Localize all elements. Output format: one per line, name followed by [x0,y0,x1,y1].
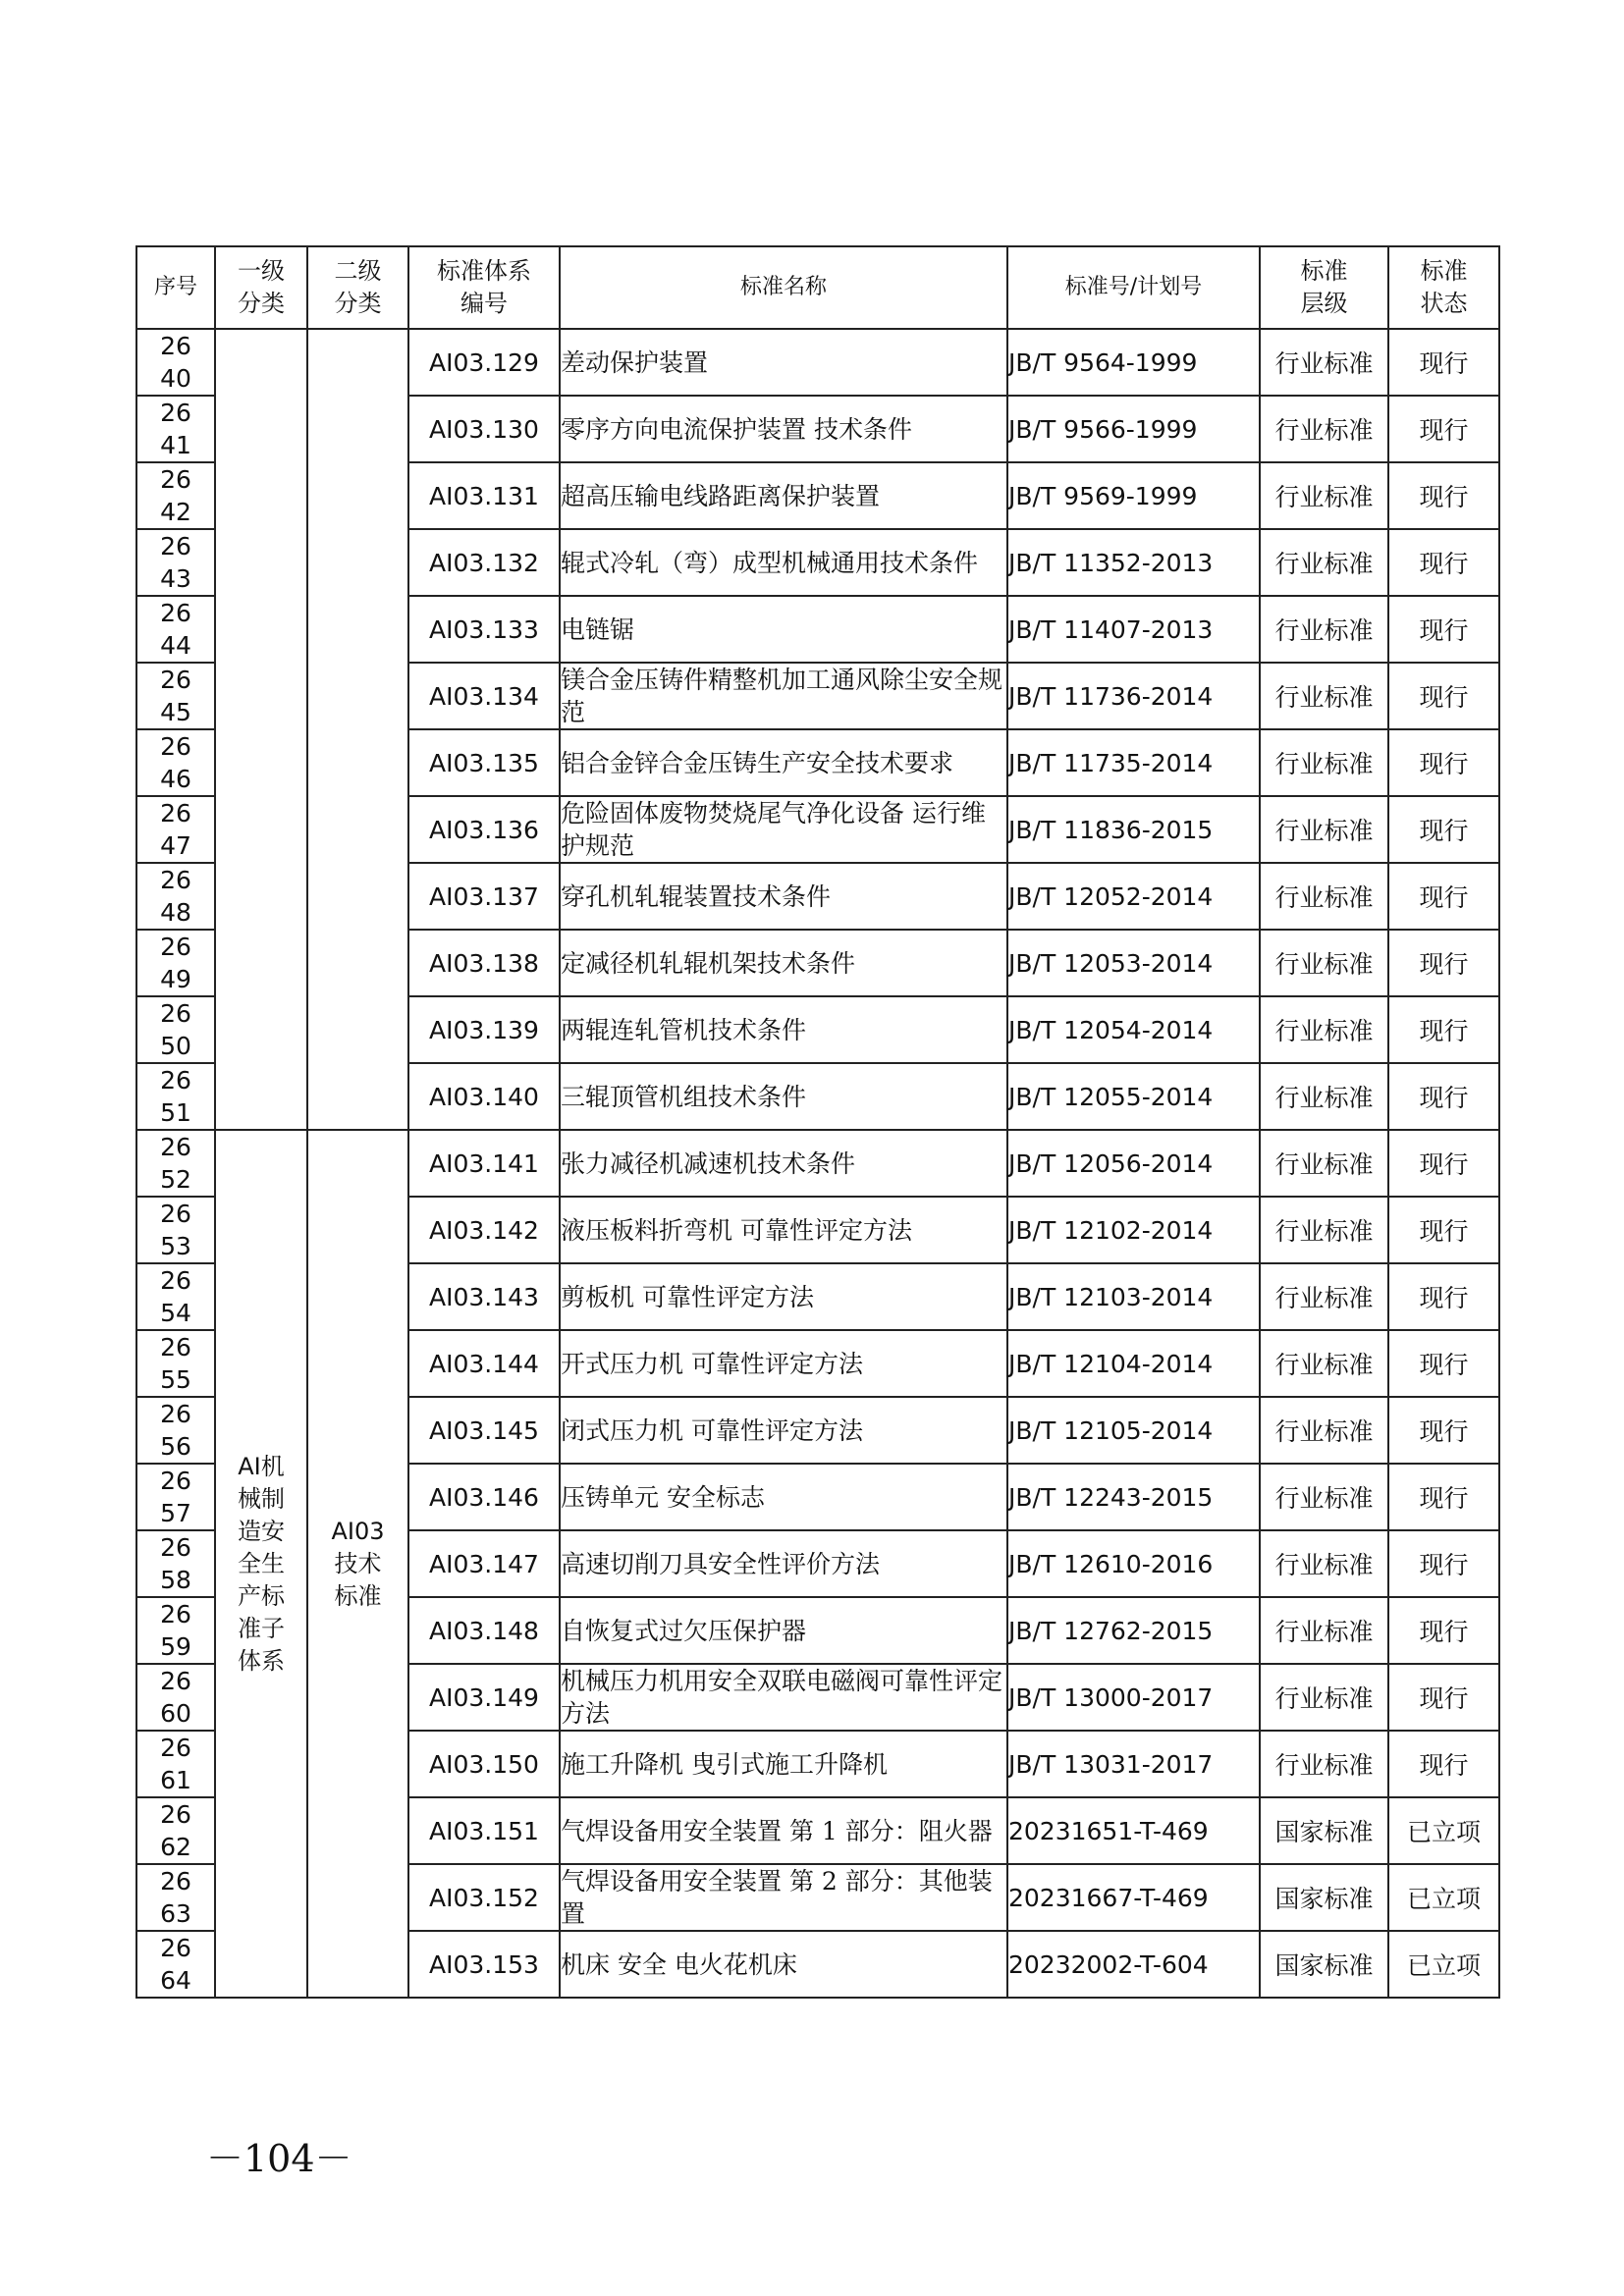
row-seq-text: 2650 [160,999,191,1060]
row-name: 两辊连轧管机技术条件 [560,996,1007,1063]
header-tier-text: 标准层级 [1300,257,1348,317]
row-tier: 行业标准 [1260,1530,1388,1597]
row-tier: 行业标准 [1260,1130,1388,1197]
row-seq [136,930,215,996]
row-tier: 行业标准 [1260,1263,1388,1330]
table-row [136,329,1499,396]
header-status-text: 标准状态 [1420,257,1468,317]
row-seq-text: 2645 [160,666,191,726]
row-name: 张力减径机减速机技术条件 [560,1130,1007,1197]
row-name: 气焊设备用安全装置 第 1 部分：阻火器 [560,1797,1007,1864]
row-number: JB/T 11352-2013 [1007,529,1260,596]
header-level1 [215,246,307,329]
row-seq-text: 2662 [160,1800,191,1861]
row-number: JB/T 12762-2015 [1007,1597,1260,1664]
row-code: AI03.149 [408,1664,560,1731]
table-row [136,1130,1499,1197]
row-code: AI03.129 [408,329,560,396]
row-number: JB/T 12052-2014 [1007,863,1260,930]
row-number: JB/T 9569-1999 [1007,462,1260,529]
row-code: AI03.130 [408,396,560,462]
row-seq [136,396,215,462]
row-tier: 行业标准 [1260,1397,1388,1464]
row-seq [136,1263,215,1330]
row-number: JB/T 12105-2014 [1007,1397,1260,1464]
row-code: AI03.150 [408,1731,560,1797]
row-seq-text: 2644 [160,599,191,660]
row-tier: 行业标准 [1260,996,1388,1063]
row-tier: 行业标准 [1260,1330,1388,1397]
row-seq-text: 2649 [160,933,191,993]
row-seq-text: 2660 [160,1667,191,1728]
row-tier: 行业标准 [1260,1464,1388,1530]
row-seq-text: 2646 [160,732,191,793]
header-name: 标准名称 [560,246,1007,329]
row-number: JB/T 12055-2014 [1007,1063,1260,1130]
header-number: 标准号/计划号 [1007,246,1260,329]
row-number: JB/T 11736-2014 [1007,663,1260,729]
row-tier: 行业标准 [1260,396,1388,462]
row-name: 三辊顶管机组技术条件 [560,1063,1007,1130]
row-seq [136,1664,215,1731]
row-seq [136,1864,215,1931]
row-status: 现行 [1388,529,1499,596]
row-seq [136,1530,215,1597]
row-code: AI03.143 [408,1263,560,1330]
row-status: 现行 [1388,930,1499,996]
row-tier: 行业标准 [1260,930,1388,996]
header-level2-text: 二级分类 [334,257,382,317]
row-name: 液压板料折弯机 可靠性评定方法 [560,1197,1007,1263]
row-seq [136,462,215,529]
row-seq [136,1931,215,1998]
row-status: 现行 [1388,1330,1499,1397]
row-number: 20231651-T-469 [1007,1797,1260,1864]
level1-category-cell-top [215,329,307,1130]
row-seq-text: 2657 [160,1467,191,1527]
header-level1-text: 一级分类 [238,257,285,317]
row-code: AI03.132 [408,529,560,596]
row-name: 超高压输电线路距离保护装置 [560,462,1007,529]
header-seq: 序号 [136,246,215,329]
row-code: AI03.136 [408,796,560,863]
row-name: 闭式压力机 可靠性评定方法 [560,1397,1007,1464]
row-code: AI03.151 [408,1797,560,1864]
row-seq [136,863,215,930]
row-tier: 国家标准 [1260,1931,1388,1998]
row-tier: 行业标准 [1260,529,1388,596]
row-seq-text: 2656 [160,1400,191,1461]
row-status: 现行 [1388,329,1499,396]
row-status: 现行 [1388,1731,1499,1797]
level2-category-cell [307,1130,408,1998]
row-seq-text: 2655 [160,1333,191,1394]
row-code: AI03.145 [408,1397,560,1464]
row-code: AI03.138 [408,930,560,996]
row-seq [136,1130,215,1197]
row-status: 现行 [1388,796,1499,863]
row-seq-text: 2663 [160,1867,191,1928]
row-name: 零序方向电流保护装置 技术条件 [560,396,1007,462]
row-seq [136,529,215,596]
row-seq [136,996,215,1063]
row-status: 现行 [1388,1197,1499,1263]
row-tier: 行业标准 [1260,596,1388,663]
row-number: 20232002-T-604 [1007,1931,1260,1998]
row-code: AI03.139 [408,996,560,1063]
row-seq-text: 2641 [160,399,191,459]
row-seq [136,1063,215,1130]
header-code [408,246,560,329]
row-tier: 行业标准 [1260,1063,1388,1130]
row-name: 定减径机轧辊机架技术条件 [560,930,1007,996]
row-name: 施工升降机 曳引式施工升降机 [560,1731,1007,1797]
row-tier: 行业标准 [1260,1664,1388,1731]
row-status: 现行 [1388,1263,1499,1330]
level1-category-label: AI机械制造安全生产标准子体系 [238,1452,285,1675]
row-code: AI03.135 [408,729,560,796]
header-tier [1260,246,1388,329]
row-name: 危险固体废物焚烧尾气净化设备 运行维护规范 [560,796,1007,863]
row-seq-text: 2652 [160,1133,191,1194]
row-number: 20231667-T-469 [1007,1864,1260,1931]
row-code: AI03.148 [408,1597,560,1664]
row-seq-text: 2642 [160,465,191,526]
row-tier: 国家标准 [1260,1864,1388,1931]
row-seq-text: 2647 [160,799,191,860]
row-status: 现行 [1388,863,1499,930]
row-seq [136,1597,215,1664]
row-seq-text: 2643 [160,532,191,593]
row-tier: 行业标准 [1260,462,1388,529]
table-body [136,329,1499,1998]
row-code: AI03.133 [408,596,560,663]
row-seq-text: 2640 [160,332,191,393]
row-seq-text: 2661 [160,1734,191,1794]
row-number: JB/T 12053-2014 [1007,930,1260,996]
row-status: 现行 [1388,596,1499,663]
row-code: AI03.153 [408,1931,560,1998]
row-status: 现行 [1388,729,1499,796]
row-status: 现行 [1388,1397,1499,1464]
row-code: AI03.134 [408,663,560,729]
level2-category-cell-top [307,329,408,1130]
header-level2 [307,246,408,329]
row-code: AI03.152 [408,1864,560,1931]
row-number: JB/T 13000-2017 [1007,1664,1260,1731]
row-seq-text: 2651 [160,1066,191,1127]
row-name: 电链锯 [560,596,1007,663]
row-seq [136,729,215,796]
level2-category-label: AI03技术标准 [331,1517,385,1610]
row-number: JB/T 11836-2015 [1007,796,1260,863]
row-name: 机械压力机用安全双联电磁阀可靠性评定方法 [560,1664,1007,1731]
row-seq-text: 2659 [160,1600,191,1661]
row-status: 已立项 [1388,1931,1499,1998]
page-number: －104－ [206,2137,352,2180]
row-tier: 国家标准 [1260,1797,1388,1864]
row-code: AI03.146 [408,1464,560,1530]
row-tier: 行业标准 [1260,663,1388,729]
row-number: JB/T 9564-1999 [1007,329,1260,396]
row-seq [136,1330,215,1397]
row-tier: 行业标准 [1260,1197,1388,1263]
row-number: JB/T 11735-2014 [1007,729,1260,796]
row-seq [136,596,215,663]
row-seq [136,1397,215,1464]
row-code: AI03.137 [408,863,560,930]
row-code: AI03.142 [408,1197,560,1263]
row-number: JB/T 12243-2015 [1007,1464,1260,1530]
row-tier: 行业标准 [1260,329,1388,396]
row-seq-text: 2664 [160,1934,191,1995]
row-name: 铝合金锌合金压铸生产安全技术要求 [560,729,1007,796]
row-tier: 行业标准 [1260,729,1388,796]
row-seq [136,663,215,729]
header-status [1388,246,1499,329]
row-name: 气焊设备用安全装置 第 2 部分：其他装置 [560,1864,1007,1931]
row-tier: 行业标准 [1260,1731,1388,1797]
header-code-text: 标准体系编号 [437,257,531,317]
row-seq-text: 2653 [160,1200,191,1260]
row-status: 已立项 [1388,1797,1499,1864]
row-name: 差动保护装置 [560,329,1007,396]
row-number: JB/T 12102-2014 [1007,1197,1260,1263]
row-seq-text: 2658 [160,1533,191,1594]
row-seq [136,1797,215,1864]
row-status: 现行 [1388,1664,1499,1731]
row-code: AI03.131 [408,462,560,529]
row-number: JB/T 12104-2014 [1007,1330,1260,1397]
row-number: JB/T 13031-2017 [1007,1731,1260,1797]
row-seq [136,1464,215,1530]
row-seq [136,1731,215,1797]
row-name: 穿孔机轧辊装置技术条件 [560,863,1007,930]
row-tier: 行业标准 [1260,863,1388,930]
row-name: 压铸单元 安全标志 [560,1464,1007,1530]
row-status: 现行 [1388,1597,1499,1664]
row-status: 现行 [1388,396,1499,462]
row-name: 机床 安全 电火花机床 [560,1931,1007,1998]
level1-category-cell [215,1130,307,1998]
row-name: 辊式冷轧（弯）成型机械通用技术条件 [560,529,1007,596]
row-number: JB/T 12054-2014 [1007,996,1260,1063]
row-seq [136,329,215,396]
row-number: JB/T 12610-2016 [1007,1530,1260,1597]
row-tier: 行业标准 [1260,796,1388,863]
row-number: JB/T 12103-2014 [1007,1263,1260,1330]
row-seq-text: 2648 [160,866,191,927]
row-name: 高速切削刀具安全性评价方法 [560,1530,1007,1597]
row-number: JB/T 11407-2013 [1007,596,1260,663]
table-header-row [136,246,1499,329]
row-status: 现行 [1388,1063,1499,1130]
row-tier: 行业标准 [1260,1597,1388,1664]
row-status: 现行 [1388,462,1499,529]
row-number: JB/T 12056-2014 [1007,1130,1260,1197]
row-code: AI03.141 [408,1130,560,1197]
row-status: 现行 [1388,1130,1499,1197]
row-code: AI03.147 [408,1530,560,1597]
standards-table [135,245,1500,1999]
row-status: 现行 [1388,1530,1499,1597]
row-seq [136,1197,215,1263]
row-seq-text: 2654 [160,1266,191,1327]
row-number: JB/T 9566-1999 [1007,396,1260,462]
row-name: 镁合金压铸件精整机加工通风除尘安全规范 [560,663,1007,729]
row-name: 开式压力机 可靠性评定方法 [560,1330,1007,1397]
row-code: AI03.140 [408,1063,560,1130]
row-name: 剪板机 可靠性评定方法 [560,1263,1007,1330]
row-name: 自恢复式过欠压保护器 [560,1597,1007,1664]
row-status: 现行 [1388,663,1499,729]
row-status: 现行 [1388,996,1499,1063]
row-status: 现行 [1388,1464,1499,1530]
row-seq [136,796,215,863]
row-code: AI03.144 [408,1330,560,1397]
row-status: 已立项 [1388,1864,1499,1931]
